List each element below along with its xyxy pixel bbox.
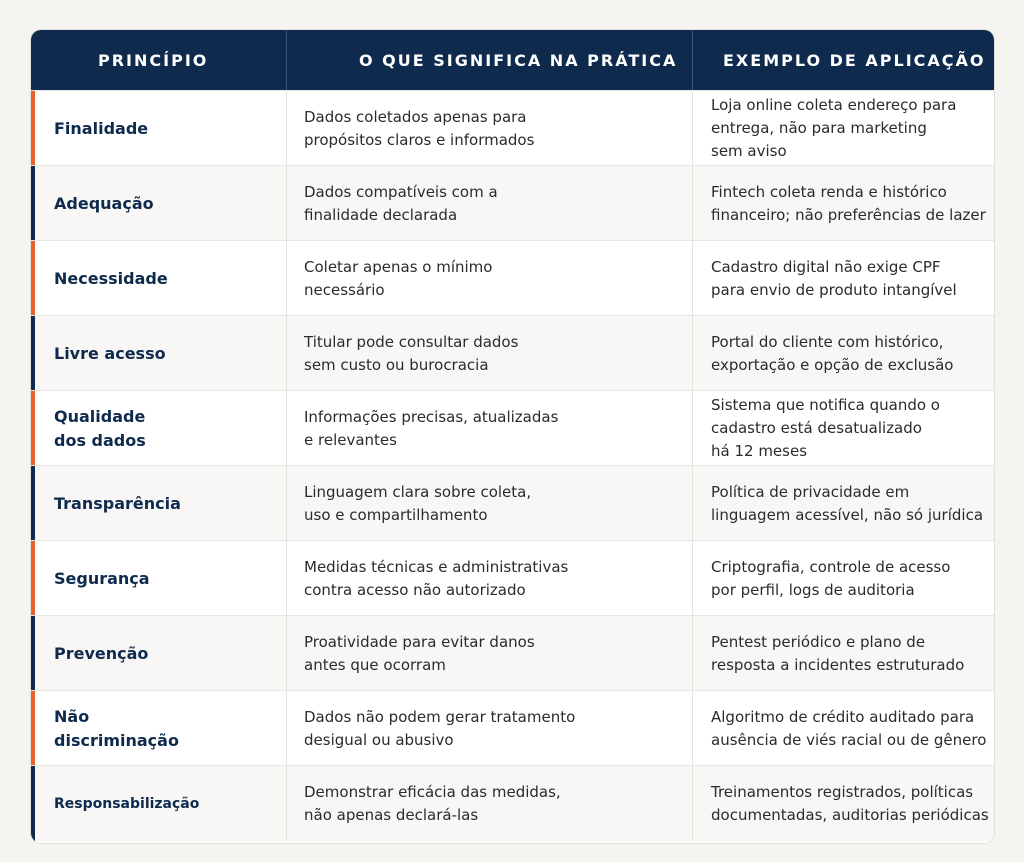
row-accent-bar (31, 616, 35, 691)
meaning-cell: Dados compatíveis com a finalidade declarada (304, 182, 498, 224)
meaning-cell: Dados coletados apenas para propósitos claros e informados (304, 107, 535, 149)
table-row (31, 540, 994, 616)
column-divider (286, 691, 287, 766)
row-accent-bar (31, 316, 35, 391)
example-cell: Política de privacidade em linguagem acessível, não só jurídica (711, 482, 984, 524)
table-row (31, 690, 994, 766)
table-row (31, 615, 994, 691)
column-divider (286, 766, 287, 841)
example-cell: Portal do cliente com histórico, exportação e opção de exclusão (711, 332, 954, 374)
column-divider (692, 241, 693, 316)
meaning-cell: Demonstrar eficácia das medidas, não apenas declará-las (304, 782, 561, 824)
table-row (31, 90, 994, 166)
meaning-cell: Linguagem clara sobre coleta, uso e compartilhamento (304, 482, 532, 524)
column-divider (692, 166, 693, 241)
column-divider (692, 766, 693, 841)
table-row (31, 390, 994, 466)
row-accent-bar (31, 166, 35, 241)
example-cell: Criptografia, controle de acesso por perfil, logs de auditoria (711, 557, 951, 599)
meaning-cell: Medidas técnicas e administrativas contra acesso não autorizado (304, 557, 569, 599)
table-row (31, 315, 994, 391)
column-divider (692, 316, 693, 391)
meaning-cell: Dados não podem gerar tratamento desigual ou abusivo (304, 707, 576, 749)
column-divider (286, 391, 287, 466)
meaning-cell: Proatividade para evitar danos antes que ocorram (304, 632, 535, 674)
column-divider (286, 466, 287, 541)
row-accent-bar (31, 391, 35, 466)
example-cell: Treinamentos registrados, políticas documentadas, auditorias periódicas (711, 782, 989, 824)
column-divider (286, 616, 287, 691)
column-divider (286, 241, 287, 316)
row-accent-bar (31, 241, 35, 316)
table-row (31, 165, 994, 241)
column-divider (692, 466, 693, 541)
principles-table (31, 30, 994, 843)
row-accent-bar (31, 766, 35, 841)
principle-cell: Transparência (54, 493, 181, 513)
row-accent-bar (31, 466, 35, 541)
column-divider (692, 691, 693, 766)
principle-cell: Necessidade (54, 268, 168, 288)
column-divider (286, 91, 287, 166)
table-row (31, 465, 994, 541)
column-divider (286, 541, 287, 616)
principle-cell: Segurança (54, 568, 150, 588)
column-divider (286, 316, 287, 391)
column-divider (692, 391, 693, 466)
row-accent-bar (31, 691, 35, 766)
example-cell: Sistema que notifica quando o cadastro está desatualizado há 12 meses (711, 396, 940, 460)
principle-cell: Não discriminação (54, 706, 179, 750)
example-cell: Loja online coleta endereço para entrega, não para marketing sem aviso (711, 96, 957, 160)
example-cell: Fintech coleta renda e histórico financeiro; não preferências de lazer (711, 182, 986, 224)
header-divider (286, 30, 287, 90)
column-divider (286, 166, 287, 241)
example-cell: Pentest periódico e plano de resposta a incidentes estruturado (711, 632, 965, 674)
meaning-cell: Titular pode consultar dados sem custo ou burocracia (304, 332, 519, 374)
table-row (31, 765, 994, 841)
principle-cell: Livre acesso (54, 343, 166, 363)
table-header (31, 30, 994, 90)
header-divider (692, 30, 693, 90)
row-accent-bar (31, 91, 35, 166)
principle-cell: Responsabilização (54, 795, 200, 812)
example-cell: Algoritmo de crédito auditado para ausência de viés racial ou de gênero (711, 707, 987, 749)
column-divider (692, 541, 693, 616)
header-meaning: O QUE SIGNIFICA NA PRÁTICA (359, 50, 678, 70)
table-row (31, 240, 994, 316)
principle-cell: Qualidade dos dados (54, 406, 146, 450)
meaning-cell: Informações precisas, atualizadas e relevantes (304, 407, 559, 449)
example-cell: Cadastro digital não exige CPF para envio de produto intangível (711, 257, 957, 299)
header-principle: PRINCÍPIO (98, 50, 209, 70)
row-accent-bar (31, 541, 35, 616)
principle-cell: Prevenção (54, 643, 149, 663)
header-example: EXEMPLO DE APLICAÇÃO (723, 50, 986, 70)
principle-cell: Finalidade (54, 118, 149, 138)
column-divider (692, 616, 693, 691)
principle-cell: Adequação (54, 193, 154, 213)
column-divider (692, 91, 693, 166)
meaning-cell: Coletar apenas o mínimo necessário (304, 257, 493, 299)
